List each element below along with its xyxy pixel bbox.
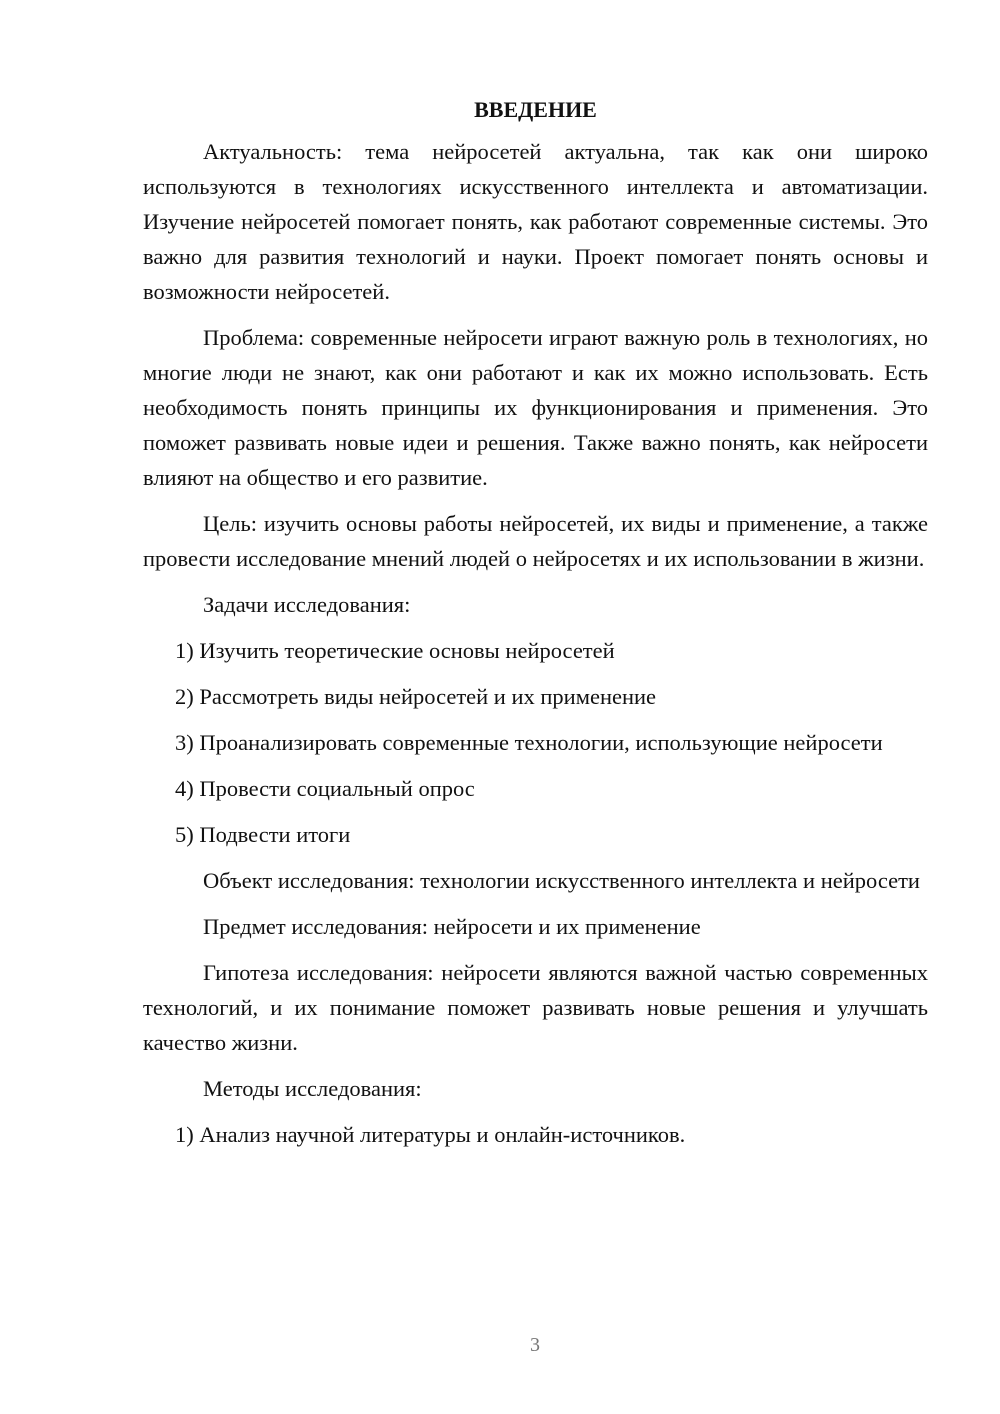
paragraph-hypothesis: Гипотеза исследования: нейросети являются важной частью современных технологий, и их понимание поможет развивать новые решения и улучшать качество жизни. — [143, 960, 928, 1055]
list-item: 1) Изучить теоретические основы нейросетей — [175, 638, 615, 663]
paragraph-object: Объект исследования: технологии искусственного интеллекта и нейросети — [203, 868, 920, 893]
section-heading: ВВЕДЕНИЕ — [474, 97, 597, 122]
list-item: 4) Провести социальный опрос — [175, 776, 475, 801]
tasks-title: Задачи исследования: — [203, 592, 411, 617]
paragraph-relevance: Актуальность: тема нейросетей актуальна, так как они широко используются в технологиях искусственного интеллекта и автоматизации. Изучение нейросетей помогает понять, как работают современные системы. Это важно для развития технологий и науки. Проект помогает понять основы и возможности нейросетей. — [143, 139, 928, 304]
list-item: 2) Рассмотреть виды нейросетей и их применение — [175, 684, 657, 709]
paragraph-subject: Предмет исследования: нейросети и их применение — [203, 914, 701, 939]
paragraph-goal: Цель: изучить основы работы нейросетей, их виды и применение, а также провести исследование мнений людей о нейросетях и их использовании в жизни. — [143, 511, 928, 571]
methods-list — [143, 1117, 928, 1152]
paragraph-problem: Проблема: современные нейросети играют важную роль в технологиях, но многие люди не знают, как они работают и как их можно использовать. Есть необходимость понять принципы их функционирования и применения. Это поможет развивать новые идеи и решения. Также важно понять, как нейросети влияют на общество и его развитие. — [143, 325, 928, 490]
page-number: 3 — [530, 1334, 540, 1356]
list-item: 3) Проанализировать современные технологии, использующие нейросети — [175, 730, 883, 755]
methods-title: Методы исследования: — [203, 1076, 422, 1101]
document-page — [143, 92, 928, 1163]
list-item: 5) Подвести итоги — [175, 822, 351, 847]
tasks-list — [143, 633, 928, 852]
list-item: 1) Анализ научной литературы и онлайн-источников. — [175, 1122, 686, 1147]
